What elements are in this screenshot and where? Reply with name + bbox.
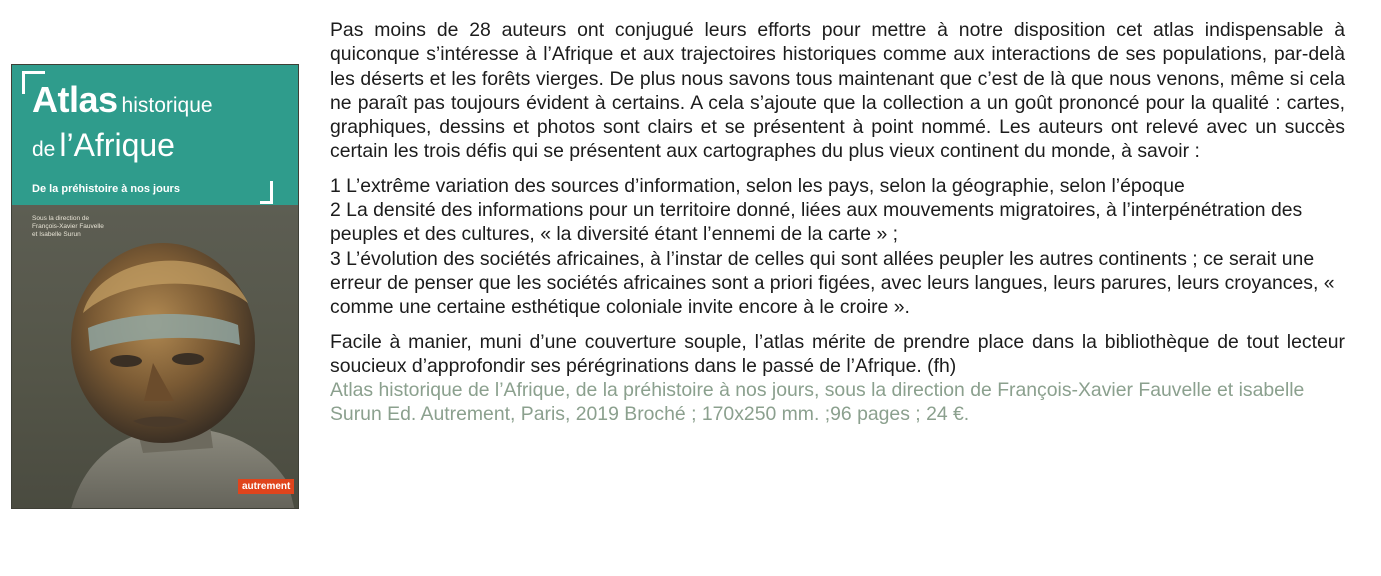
article-intro-paragraph: Pas moins de 28 auteurs ont conjugué leurs efforts pour mettre à notre disposition cet atlas indispensable à quiconque s’intéresse à l’Afrique et aux trajectoires historiques comme aux interactions de ses populations, par-delà les déserts et les forêts vierges. De plus nous savons tous maintenant que c’est de là que nous venons, même si cela ne paraît pas toujours évident à certains. A cela s’ajoute que la collection a un goût prononcé pour la qualité : cartes, graphiques, dessins et photos sont clairs et se présentent à point nommé. Les auteurs ont relevé avec un succès certain les trois défis qui se présentent aux cartographes du plus vieux continent du monde, à savoir :: [330, 19, 1345, 163]
book-cover: [11, 64, 299, 509]
cover-title-atlas: Atlas: [32, 79, 118, 120]
article-conclusion-paragraph: Facile à manier, muni d’une couverture souple, l’atlas mérite de prendre place dans la bibliothèque de tout lecteur soucieux d’approfondir ses pérégrinations dans le passé de l’Afrique. (fh): [330, 330, 1345, 377]
cover-title-historique: historique: [121, 94, 213, 117]
challenge-item: 3 L’évolution des sociétés africaines, à l’instar de celles qui sont allées peupler les autres continents ; ce serait une erreur de penser que les sociétés africaines sont a priori figées, avec leurs langues, leurs parures, leurs croyances, « comme une certaine esthétique coloniale invite encore à le croire ».: [330, 247, 1335, 319]
cover-corner-mark-bottom-right: [260, 181, 273, 204]
cover-subtitle: De la préhistoire à nos jours: [32, 183, 180, 195]
cover-direction-line: François-Xavier Fauvelle: [32, 223, 104, 230]
challenge-item: 1 L’extrême variation des sources d’information, selon les pays, selon la géographie, selon l’époque: [330, 174, 1185, 197]
article-challenges-list: [330, 174, 1345, 320]
article-body: [330, 18, 1345, 427]
cover-title-de: de: [32, 138, 56, 161]
cover-title-line2: [32, 127, 175, 164]
cover-direction-line: Sous la direction de: [32, 215, 90, 222]
challenge-item: 2 La densité des informations pour un territoire donné, liées aux mouvements migratoires, à l’interpénétration des peuples et des cultures, « la diversité étant l’ennemi de la carte » ;: [330, 199, 1303, 246]
cover-title-line1: [32, 79, 213, 121]
cover-direction-line: et Isabelle Surun: [32, 231, 81, 238]
cover-sculpture-image: [48, 233, 298, 509]
book-reference: Atlas historique de l’Afrique, de la préhistoire à nos jours, sous la direction de François-Xavier Fauvelle et isabelle Surun Ed. Autrement, Paris, 2019 Broché ; 170x250 mm. ;96 pages ; 24 €.: [330, 379, 1305, 426]
cover-title-afrique: l’Afrique: [59, 127, 175, 163]
cover-publisher-logo: autrement: [238, 479, 294, 494]
